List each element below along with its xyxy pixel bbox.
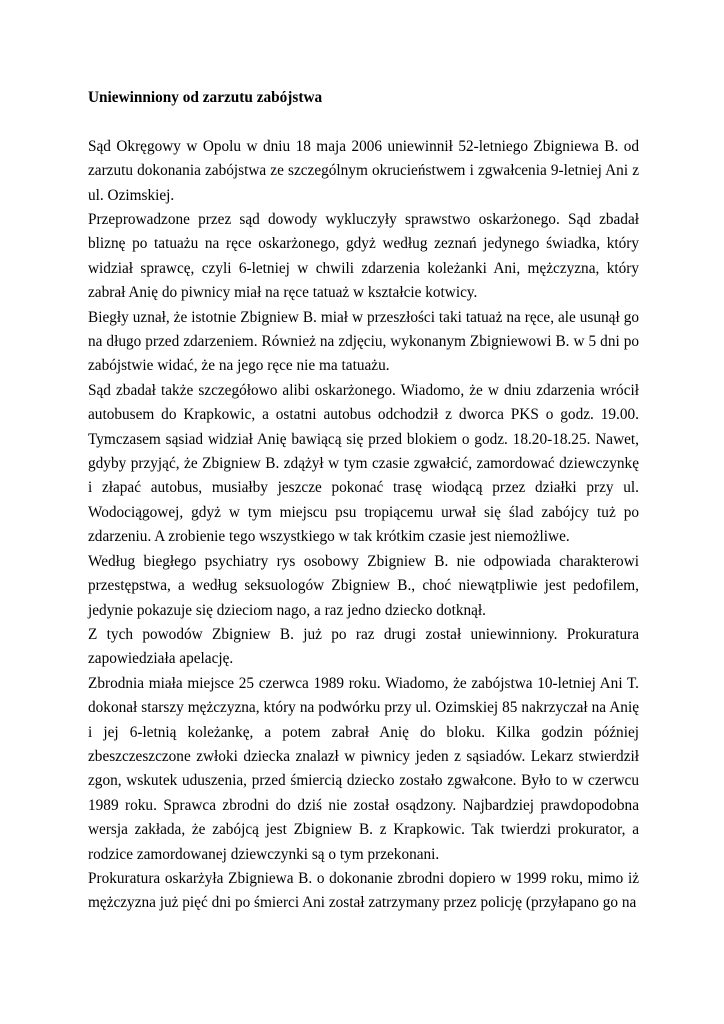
paragraph-psychiatry: Według biegłego psychiatry rys osobowy Zbigniew B. nie odpowiada charakterowi przestępstwa, a według seksuologów Zbigniew B., choć niewątpliwie jest pedofilem, jedynie pokazuje się dzieciom nago, a raz jedno dziecko dotknął. [88, 552, 639, 619]
paragraph-alibi: Sąd zbadał także szczegółowo alibi oskarżonego. Wiadomo, że w dniu zdarzenia wrócił autobusem do Krapkowic, a ostatni autobus odchodził z dworca PKS o godz. 19.00. Tymczasem sąsiad widział Anię bawiącą się przed blokiem o godz. 18.20-18.25. Nawet, gdyby przyjąć, że Zbigniew B. zdążył w tym czasie zgwałcić, zamordować dziewczynkę i złapać autobus, musiałby jeszcze pokonać trasę wiodącą przez działki przy ul. Wodociągowej, gdyż w tym miejscu psu tropiącemu urwał się ślad zabójcy tuż po zdarzeniu. A zrobienie tego wszystkiego w tak krótkim czasie jest niemożliwe. [88, 381, 639, 546]
paragraph-acquittal: Z tych powodów Zbigniew B. już po raz drugi został uniewinniony. Prokuratura zapowiedziała apelację. [88, 625, 639, 668]
paragraph-evidence: Przeprowadzone przez sąd dowody wykluczyły sprawstwo oskarżonego. Sąd zbadał bliznę po tatuażu na ręce oskarżonego, gdyż według zeznań jedynego świadka, który widział sprawcę, czyli 6-letniej w chwili zdarzenia koleżanki Ani, mężczyzna, który zabrał Anię do piwnicy miał na ręce tatuaż w kształcie kotwicy. [88, 211, 639, 302]
paragraph-crime: Zbrodnia miała miejsce 25 czerwca 1989 roku. Wiadomo, że zabójstwa 10-letniej Ani T. dokonał starszy mężczyzna, który na podwórku przy ul. Ozimskiej 85 nakrzyczał na Anię i jej 6-letnią koleżankę, a potem zabrał Anię do bloku. Kilka godzin później zbeszczeszczone zwłoki dziecka znalazł w piwnicy jeden z sąsiadów. Lekarz stwierdził zgon, wskutek uduszenia, przed śmiercią dziecko zostało zgwałcone. Było to w czerwcu 1989 roku. Sprawca zbrodni do dziś nie został osądzony. Najbardziej prawdopodobna wersja zakłada, że zabójcą jest Zbigniew B. z Krapkowic. Tak twierdzi prokurator, a rodzice zamordowanej dziewczynki są o tym przekonani. [88, 674, 639, 863]
paragraph-tattoo: Biegły uznał, że istotnie Zbigniew B. miał w przeszłości taki tatuaż na ręce, ale usunął go na długo przed zdarzeniem. Również na zdjęciu, wykonanym Zbigniewowi B. w 5 dni po zabójstwie widać, że na jego ręce nie ma tatuażu. [88, 308, 639, 375]
document-title: Uniewinniony od zarzutu zabójstwa [88, 89, 323, 106]
document-body [88, 86, 639, 916]
paragraph-verdict: Sąd Okręgowy w Opolu w dniu 18 maja 2006 uniewinnił 52-letniego Zbigniewa B. od zarzutu dokonania zabójstwa ze szczególnym okrucieństwem i zgwałcenia 9-letniej Ani z ul. Ozimskiej. [88, 137, 639, 204]
paragraph-prosecution: Prokuratura oskarżyła Zbigniewa B. o dokonanie zbrodni dopiero w 1999 roku, mimo iż mężczyzna już pięć dni po śmierci Ani został zatrzymany przez policję (przyłapano go na [88, 869, 639, 912]
